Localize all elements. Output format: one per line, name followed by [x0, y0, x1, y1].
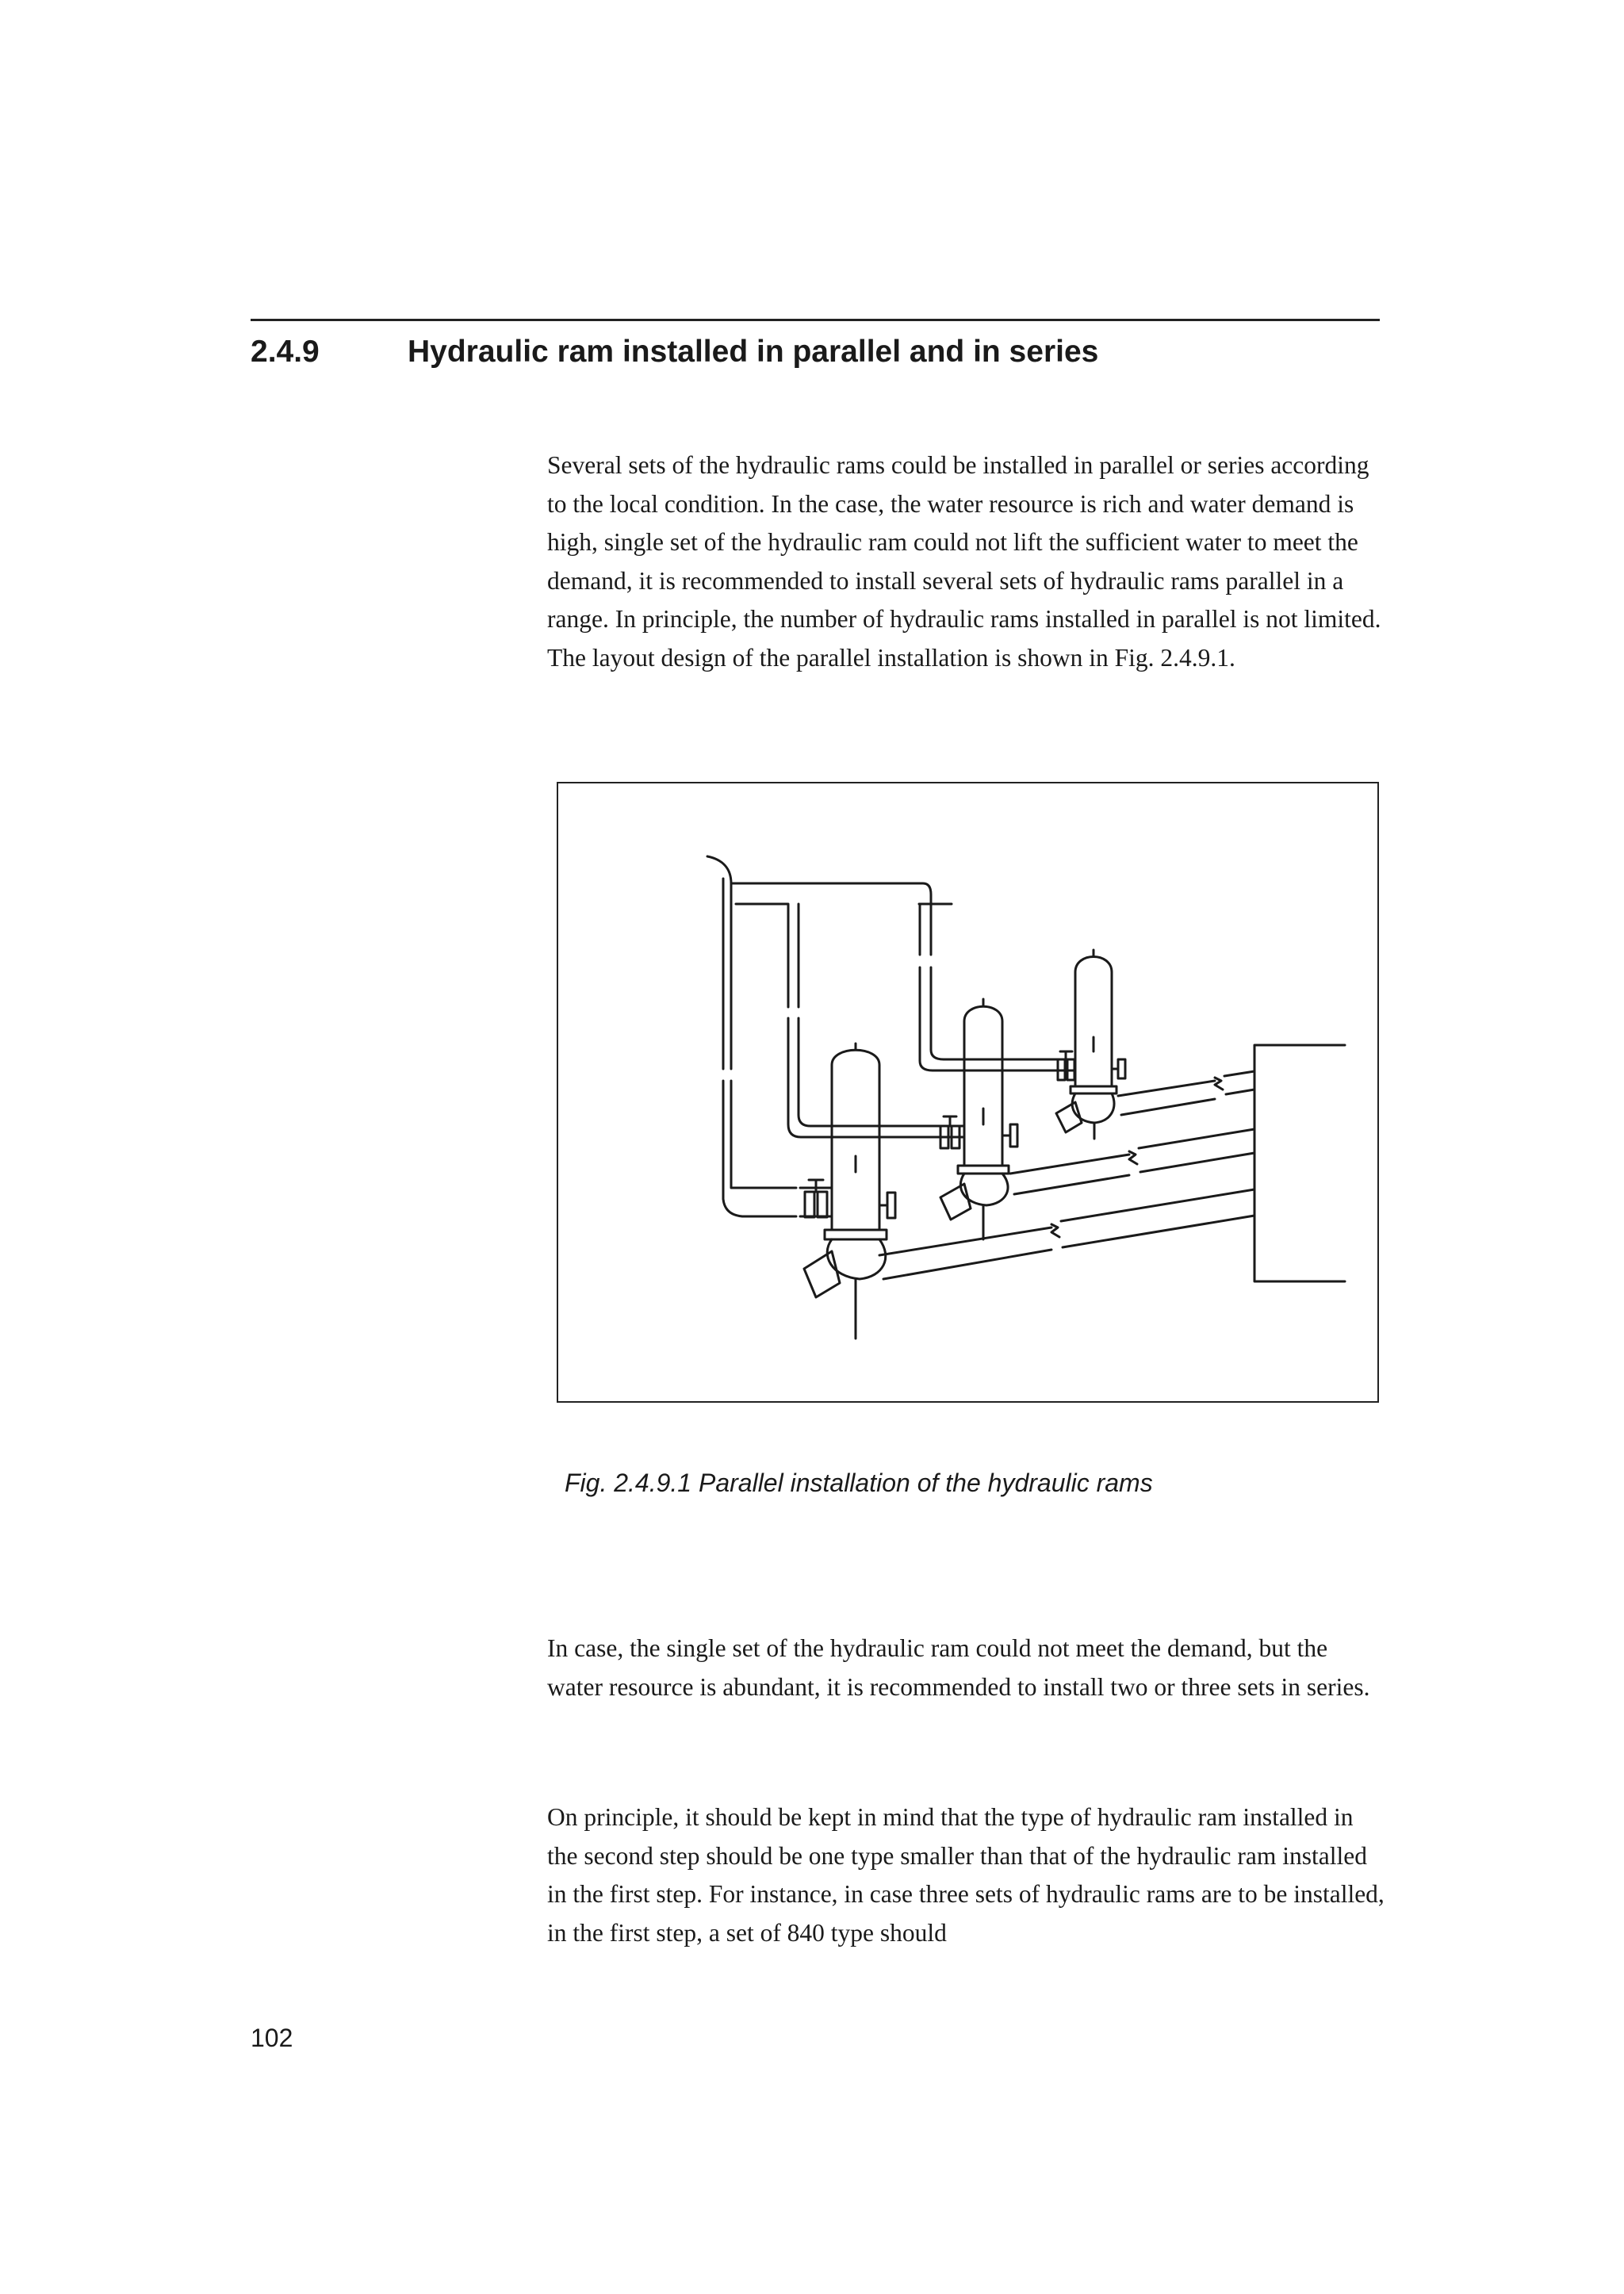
- page-number: 102: [251, 2024, 293, 2052]
- section-number: 2.4.9: [251, 335, 320, 369]
- paragraph-parallel-intro: Several sets of the hydraulic rams could be installed in parallel or series according to the local condition. In the case, the water resource is rich and water demand is high, single set of the hydraulic ram could not lift the sufficient water to meet the demand, it is recommended to install several sets of hydraulic rams parallel in a range. In principle, the number of hydraulic rams installed in parallel is not limited. The layout design of the parallel installation is shown in Fig. 2.4.9.1.: [547, 451, 1381, 672]
- ram-small: [1056, 950, 1254, 1139]
- paragraph-series-principle: On principle, it should be kept in mind that the type of hydraulic ram installed in the second step should be one type smaller than that of the hydraulic ram installed in the first step. For instance, in case three sets of hydraulic rams are to be installed, in the first step, a set of 840 type should: [547, 1803, 1385, 1947]
- section-top-rule: [251, 319, 1380, 321]
- figure-caption: Fig. 2.4.9.1 Parallel installation of the hydraulic rams: [565, 1469, 1153, 1497]
- figure-parallel-installation: [557, 782, 1379, 1403]
- parallel-installation-diagram: [558, 783, 1381, 1404]
- paragraph-series-intro: In case, the single set of the hydraulic ram could not meet the demand, but the water resource is abundant, it is recommended to install two or three sets in series.: [547, 1634, 1370, 1701]
- section-title: Hydraulic ram installed in parallel and in series: [408, 335, 1099, 369]
- ram-medium: [940, 999, 1254, 1239]
- supply-tank: [1254, 1045, 1345, 1281]
